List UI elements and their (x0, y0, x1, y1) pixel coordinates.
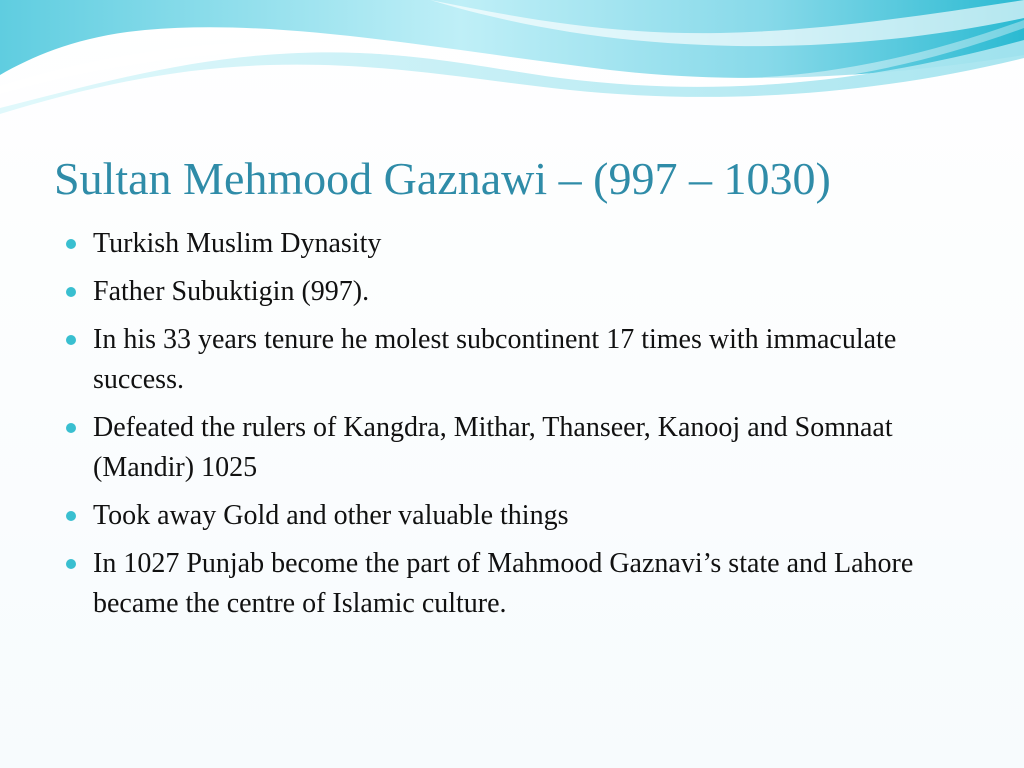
bullet-text: Took away Gold and other valuable things (93, 500, 569, 531)
bullet-dot-icon (66, 239, 76, 249)
bullet-item (66, 224, 966, 264)
bullet-text: Father Subuktigin (997). (93, 276, 370, 307)
bullet-dot-icon (66, 287, 76, 297)
bullet-item (66, 320, 966, 400)
bullet-dot-icon (66, 335, 76, 345)
bullet-text: In 1027 Punjab become the part of Mahmood Gaznavi’s state and Lahore became the centre of Islamic culture. (93, 548, 914, 619)
bullet-dot-icon (66, 511, 76, 521)
bullet-item (66, 408, 966, 488)
bullet-text: Defeated the rulers of Kangdra, Mithar, Thanseer, Kanooj and Somnaat (Mandir) 1025 (93, 412, 893, 483)
bullet-item (66, 544, 966, 624)
bullet-dot-icon (66, 559, 76, 569)
slide-title: Sultan Mehmood Gaznawi – (997 – 1030) (54, 153, 831, 204)
bullet-text: Turkish Muslim Dynasity (93, 228, 382, 259)
bullet-item (66, 272, 966, 312)
decorative-wave-header (0, 0, 1024, 120)
bullet-text: In his 33 years tenure he molest subcontinent 17 times with immaculate success. (93, 324, 897, 395)
bullet-list (66, 224, 966, 632)
bullet-dot-icon (66, 423, 76, 433)
bullet-item (66, 496, 966, 536)
